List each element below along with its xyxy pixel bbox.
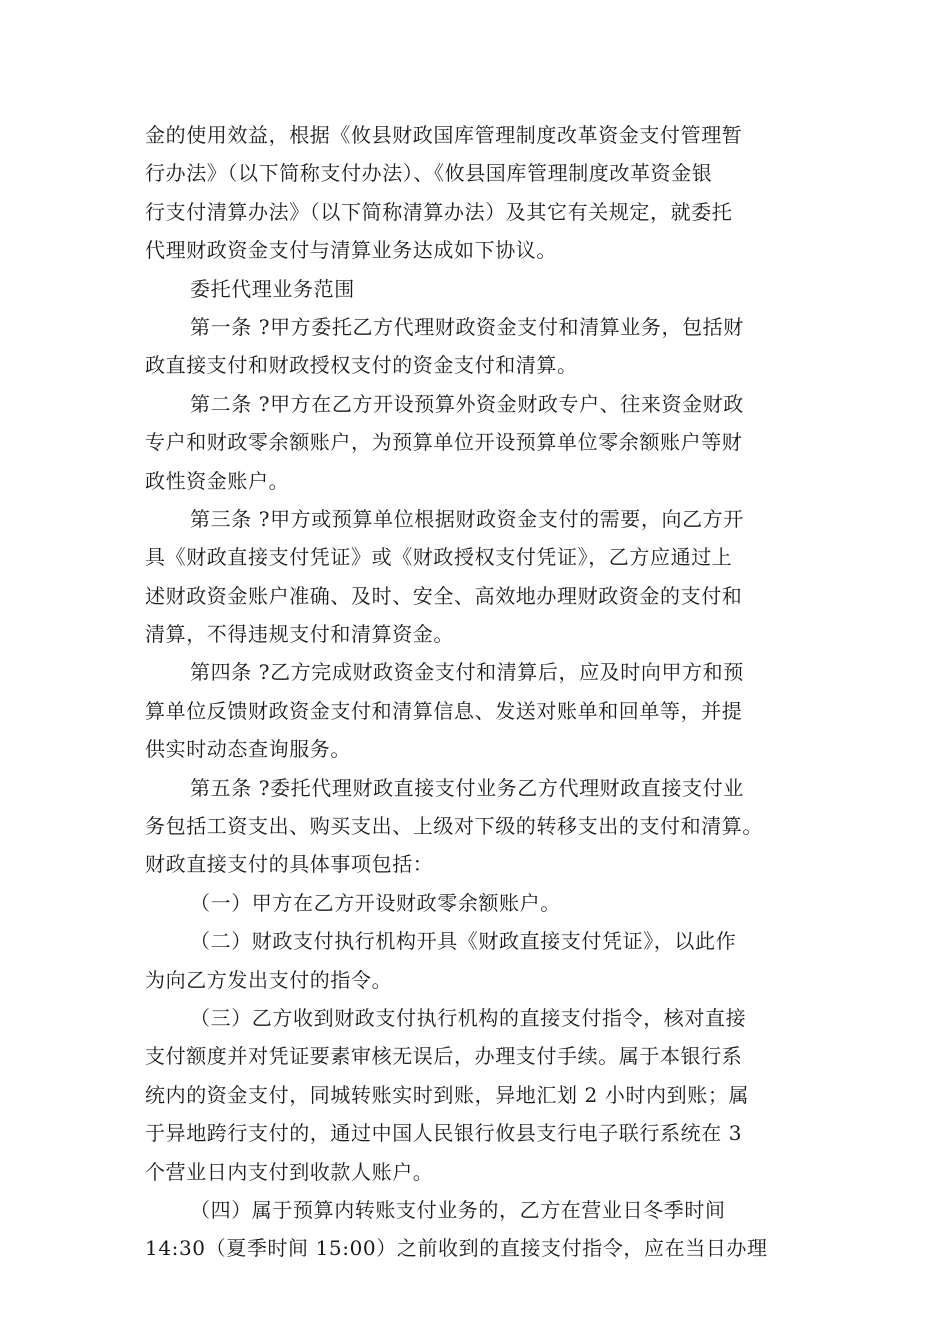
text-line: 财政直接支付的具体事项包括： bbox=[145, 852, 434, 877]
text-line: 供实时动态查询服务。 bbox=[145, 737, 351, 762]
text-line: 第五条 ?委托代理财政直接支付业务乙方代理财政直接支付业 bbox=[190, 775, 744, 800]
text-line: （二）财政支付执行机构开具《财政直接支付凭证》，以此作 bbox=[190, 929, 737, 954]
text-line: 具《财政直接支付凭证》或《财政授权支付凭证》，乙方应通过上 bbox=[145, 545, 733, 570]
text-line: 第三条 ?甲方或预算单位根据财政资金支付的需要，向乙方开 bbox=[190, 506, 744, 531]
text-line: 行支付清算办法》（以下简称清算办法）及其它有关规定，就委托 bbox=[145, 199, 733, 224]
text-line: 代理财政资金支付与清算业务达成如下协议。 bbox=[145, 238, 557, 263]
text-line: 行办法》（以下简称支付办法）、《攸县国库管理制度改革资金银 bbox=[145, 161, 713, 186]
document-body bbox=[145, 116, 810, 1268]
text-line: 清算，不得违规支付和清算资金。 bbox=[145, 622, 454, 647]
text-line: 第一条 ?甲方委托乙方代理财政资金支付和清算业务，包括财 bbox=[190, 314, 744, 339]
text-line: 统内的资金支付，同城转账实时到账，异地汇划 2 小时内到账；属 bbox=[145, 1082, 750, 1107]
text-line: （三）乙方收到财政支付执行机构的直接支付指令，核对直接 bbox=[190, 1005, 747, 1030]
text-line: 于异地跨行支付的，通过中国人民银行攸县支行电子联行系统在 3 bbox=[145, 1121, 743, 1146]
text-line: 第二条 ?甲方在乙方开设预算外资金财政专户、往来资金财政 bbox=[190, 391, 744, 416]
text-line: 第四条 ?乙方完成财政资金支付和清算后，应及时向甲方和预 bbox=[190, 660, 744, 685]
text-line: 支付额度并对凭证要素审核无误后，办理支付手续。属于本银行系 bbox=[145, 1044, 743, 1069]
text-line: 算单位反馈财政资金支付和清算信息、发送对账单和回单等，并提 bbox=[145, 698, 743, 723]
text-line: （四）属于预算内转账支付业务的，乙方在营业日冬季时间 bbox=[190, 1197, 726, 1222]
text-line: 述财政资金账户准确、及时、安全、高效地办理财政资金的支付和 bbox=[145, 583, 743, 608]
text-line: （一）甲方在乙方开设财政零余额账户。 bbox=[190, 890, 561, 915]
text-line: 政性资金账户。 bbox=[145, 468, 290, 493]
text-line: 金的使用效益，根据《攸县财政国库管理制度改革资金支付管理暂 bbox=[145, 123, 743, 147]
text-line: 个营业日内支付到收款人账户。 bbox=[145, 1159, 434, 1184]
text-line: 为向乙方发出支付的指令。 bbox=[145, 967, 393, 992]
text-line: 14:30（夏季时间 15:00）之前收到的直接支付指令，应在当日办理 bbox=[145, 1236, 768, 1261]
text-line: 政直接支付和财政授权支付的资金支付和清算。 bbox=[145, 353, 578, 378]
text-line: 务包括工资支出、购买支出、上级对下级的转移支出的支付和清算。 bbox=[145, 814, 763, 839]
text-line: 委托代理业务范围 bbox=[190, 276, 355, 301]
text-line: 专户和财政零余额账户，为预算单位开设预算单位零余额账户等财 bbox=[145, 430, 743, 455]
